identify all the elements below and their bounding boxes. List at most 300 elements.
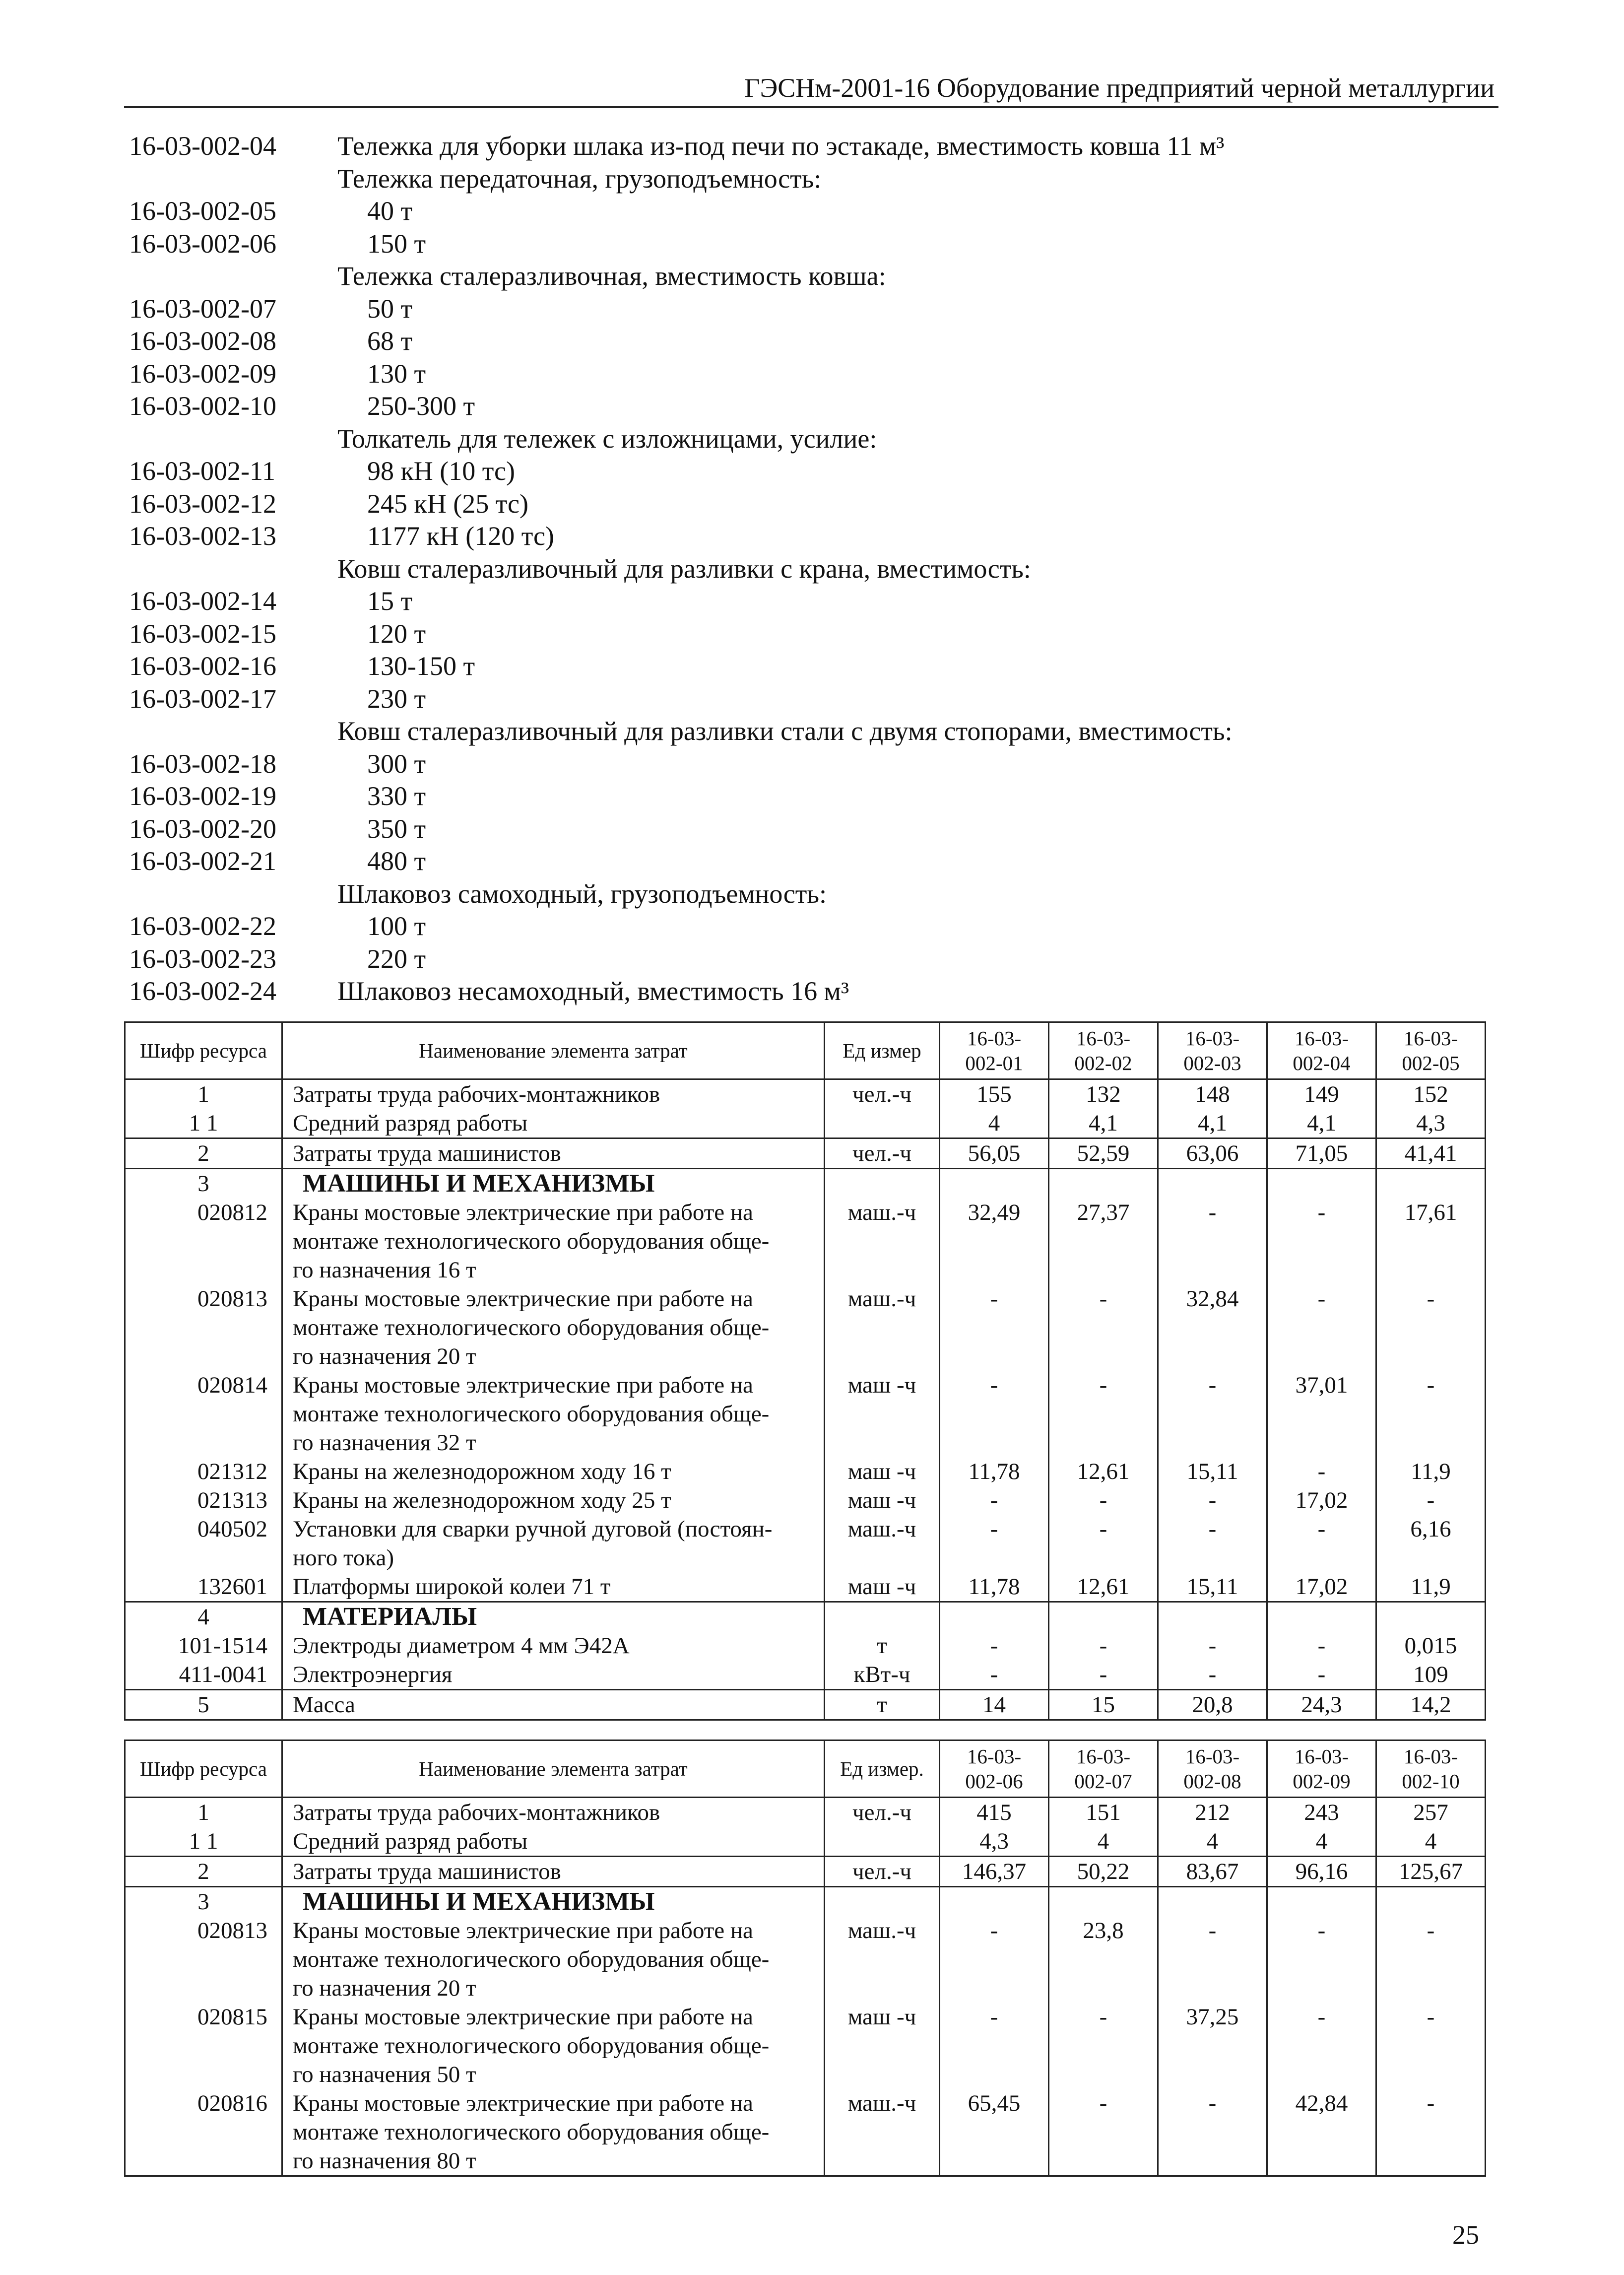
cost-element-name bbox=[282, 1827, 825, 1857]
resource-code: 132601 bbox=[125, 1572, 282, 1602]
code-list-item bbox=[129, 943, 1479, 976]
item-code: 16-03-002-14 bbox=[129, 586, 276, 616]
code-list-item bbox=[129, 878, 1479, 911]
value-cell: 11,78 bbox=[940, 1572, 1049, 1602]
value-cell: - bbox=[1376, 1284, 1486, 1371]
header-norm-code bbox=[1158, 1740, 1267, 1798]
unit-cell: маш -ч bbox=[825, 1457, 940, 1486]
value-cell bbox=[940, 1887, 1049, 1917]
value-cell: - bbox=[1049, 1515, 1158, 1572]
item-code: 16-03-002-06 bbox=[129, 228, 276, 259]
value-cell: - bbox=[1158, 1198, 1267, 1284]
cost-element-line: Затраты труда рабочих-монтажников bbox=[293, 1800, 660, 1825]
unit-cell: т bbox=[825, 1690, 940, 1720]
header-norm-code-line: 002-07 bbox=[1074, 1770, 1132, 1793]
resource-code: 020816 bbox=[125, 2089, 282, 2176]
value-cell: 17,02 bbox=[1267, 1486, 1376, 1515]
value-cell: - bbox=[1267, 1515, 1376, 1572]
value-cell: 56,05 bbox=[940, 1138, 1049, 1169]
header-norm-code-line: 16-03- bbox=[967, 1027, 1022, 1050]
cost-element-name bbox=[282, 1798, 825, 1827]
cost-element-name bbox=[282, 1457, 825, 1486]
header-resource-code: Шифр ресурса bbox=[125, 1740, 282, 1798]
value-cell: 4,1 bbox=[1267, 1109, 1376, 1138]
code-list-item bbox=[129, 748, 1479, 781]
header-unit: Ед измер. bbox=[825, 1740, 940, 1798]
item-code: 16-03-002-13 bbox=[129, 521, 276, 551]
value-cell: 15,11 bbox=[1158, 1572, 1267, 1602]
item-description: Тележка сталеразливочная, вместимость ковша: bbox=[337, 261, 886, 291]
table-header-row bbox=[125, 1022, 1486, 1079]
value-cell: - bbox=[1049, 1284, 1158, 1371]
table-row bbox=[125, 1371, 1486, 1457]
value-cell: - bbox=[1376, 1371, 1486, 1457]
header-norm-code-line: 16-03- bbox=[967, 1745, 1022, 1768]
item-description: Ковш сталеразливочный для разливки стали с двумя стопорами, вместимость: bbox=[337, 716, 1233, 746]
table-row bbox=[125, 1169, 1486, 1199]
table-row bbox=[125, 1602, 1486, 1632]
value-cell bbox=[1376, 1887, 1486, 1917]
value-cell: - bbox=[940, 1631, 1049, 1660]
table-row bbox=[125, 1515, 1486, 1572]
cost-element-name bbox=[282, 1916, 825, 2003]
code-list-item bbox=[129, 650, 1479, 683]
value-cell: 4 bbox=[940, 1109, 1049, 1138]
cost-element-name bbox=[282, 1371, 825, 1457]
cost-element-name bbox=[282, 1515, 825, 1572]
table-row bbox=[125, 1486, 1486, 1515]
header-norm-code-line: 002-10 bbox=[1402, 1770, 1460, 1793]
value-cell bbox=[1049, 1169, 1158, 1199]
resource-code: 1 1 bbox=[125, 1109, 282, 1138]
unit-cell: чел.-ч bbox=[825, 1857, 940, 1887]
value-cell: - bbox=[1267, 1916, 1376, 2003]
resource-code: 3 bbox=[125, 1887, 282, 1917]
item-description: Шлаковоз самоходный, грузоподъемность: bbox=[337, 878, 827, 909]
resource-code: 021312 bbox=[125, 1457, 282, 1486]
header-norm-code bbox=[940, 1740, 1049, 1798]
table-row bbox=[125, 1457, 1486, 1486]
resource-code: 1 bbox=[125, 1798, 282, 1827]
item-description: 330 т bbox=[367, 781, 426, 811]
value-cell: - bbox=[1049, 1660, 1158, 1690]
value-cell: 20,8 bbox=[1158, 1690, 1267, 1720]
code-list-item bbox=[129, 845, 1479, 878]
header-norm-code bbox=[1267, 1740, 1376, 1798]
item-description: 100 т bbox=[367, 911, 426, 941]
value-cell: 52,59 bbox=[1049, 1138, 1158, 1169]
value-cell: 125,67 bbox=[1376, 1857, 1486, 1887]
cost-element-line: монтаже технологического оборудования обще- bbox=[293, 1401, 770, 1427]
item-description: 245 кН (25 тс) bbox=[367, 488, 528, 519]
value-cell bbox=[940, 1602, 1049, 1632]
item-code: 16-03-002-19 bbox=[129, 781, 276, 811]
resource-code: 020814 bbox=[125, 1371, 282, 1457]
cost-element-name bbox=[282, 1602, 825, 1632]
value-cell bbox=[1376, 1169, 1486, 1199]
table-row bbox=[125, 1857, 1486, 1887]
resource-code: 021313 bbox=[125, 1486, 282, 1515]
value-cell: - bbox=[940, 1284, 1049, 1371]
resource-code: 020812 bbox=[125, 1198, 282, 1284]
cost-element-line: монтаже технологического оборудования обще- bbox=[293, 1946, 770, 1972]
value-cell: - bbox=[1376, 1916, 1486, 2003]
value-cell bbox=[1267, 1602, 1376, 1632]
value-cell: 155 bbox=[940, 1079, 1049, 1109]
value-cell bbox=[1158, 1602, 1267, 1632]
value-cell: - bbox=[1049, 2089, 1158, 2176]
cost-element-line: Установки для сварки ручной дуговой (постоян- bbox=[293, 1516, 773, 1542]
value-cell: 14 bbox=[940, 1690, 1049, 1720]
code-list-item bbox=[129, 130, 1479, 163]
value-cell: 17,61 bbox=[1376, 1198, 1486, 1284]
header-norm-code bbox=[1267, 1022, 1376, 1079]
cost-element-line: МАШИНЫ И МЕХАНИЗМЫ bbox=[303, 1887, 655, 1916]
table-row bbox=[125, 1109, 1486, 1138]
item-description: Шлаковоз несамоходный, вместимость 16 м³ bbox=[337, 976, 849, 1006]
code-list-item bbox=[129, 163, 1479, 196]
value-cell: 109 bbox=[1376, 1660, 1486, 1690]
header-resource-code: Шифр ресурса bbox=[125, 1022, 282, 1079]
cost-element-line: Платформы широкой колеи 71 т bbox=[293, 1574, 611, 1600]
cost-element-line: Средний разряд работы bbox=[293, 1110, 528, 1136]
header-norm-code bbox=[940, 1022, 1049, 1079]
item-description: 480 т bbox=[367, 846, 426, 876]
cost-element-line: Краны мостовые электрические при работе на bbox=[293, 1372, 753, 1398]
header-norm-code bbox=[1049, 1740, 1158, 1798]
cost-element-line: монтаже технологического оборудования обще- bbox=[293, 2033, 770, 2059]
cost-element-name bbox=[282, 1284, 825, 1371]
code-list-item bbox=[129, 683, 1479, 716]
table-row bbox=[125, 1660, 1486, 1690]
table-row bbox=[125, 1079, 1486, 1109]
value-cell: 257 bbox=[1376, 1798, 1486, 1827]
header-norm-code-line: 002-09 bbox=[1293, 1770, 1351, 1793]
cost-element-line: монтаже технологического оборудования обще- bbox=[293, 1315, 770, 1340]
table-row bbox=[125, 1798, 1486, 1827]
value-cell: 83,67 bbox=[1158, 1857, 1267, 1887]
value-cell: - bbox=[1376, 1486, 1486, 1515]
item-code: 16-03-002-05 bbox=[129, 196, 276, 226]
value-cell bbox=[1158, 1169, 1267, 1199]
value-cell: 4,1 bbox=[1049, 1109, 1158, 1138]
table-row bbox=[125, 1572, 1486, 1602]
page-header bbox=[124, 68, 1498, 108]
header-cost-element: Наименование элемента затрат bbox=[282, 1022, 825, 1079]
unit-cell bbox=[825, 1827, 940, 1857]
value-cell: 17,02 bbox=[1267, 1572, 1376, 1602]
resource-code: 2 bbox=[125, 1138, 282, 1169]
value-cell: - bbox=[1267, 1284, 1376, 1371]
item-description: 130 т bbox=[367, 358, 426, 389]
header-norm-code-line: 16-03- bbox=[1076, 1027, 1131, 1050]
item-code: 16-03-002-09 bbox=[129, 358, 276, 389]
unit-cell: маш -ч bbox=[825, 2003, 940, 2089]
header-norm-code-line: 16-03- bbox=[1403, 1027, 1458, 1050]
value-cell: 151 bbox=[1049, 1798, 1158, 1827]
resource-code: 1 bbox=[125, 1079, 282, 1109]
resource-code: 5 bbox=[125, 1690, 282, 1720]
item-description: 98 кН (10 тс) bbox=[367, 456, 515, 486]
item-code: 16-03-002-15 bbox=[129, 618, 276, 649]
value-cell: - bbox=[1267, 1631, 1376, 1660]
value-cell: - bbox=[1158, 1631, 1267, 1660]
code-list-item bbox=[129, 813, 1479, 846]
code-list-item bbox=[129, 585, 1479, 618]
header-norm-code bbox=[1049, 1022, 1158, 1079]
value-cell: - bbox=[1049, 1631, 1158, 1660]
value-cell: - bbox=[1158, 1371, 1267, 1457]
cost-element-name bbox=[282, 1169, 825, 1199]
resource-table-2 bbox=[124, 1740, 1486, 2177]
cost-element-line: Краны мостовые электрические при работе на bbox=[293, 2090, 753, 2116]
resource-code: 3 bbox=[125, 1169, 282, 1199]
value-cell: - bbox=[1267, 1198, 1376, 1284]
value-cell: - bbox=[1376, 2089, 1486, 2176]
item-code: 16-03-002-24 bbox=[129, 976, 276, 1006]
code-list-item bbox=[129, 293, 1479, 326]
header-norm-code-line: 002-01 bbox=[965, 1052, 1023, 1074]
cost-element-name bbox=[282, 1857, 825, 1887]
value-cell: - bbox=[940, 1486, 1049, 1515]
value-cell: 11,9 bbox=[1376, 1572, 1486, 1602]
cost-element-name bbox=[282, 1572, 825, 1602]
unit-cell: т bbox=[825, 1631, 940, 1660]
header-norm-code-line: 16-03- bbox=[1185, 1027, 1240, 1050]
cost-element-line: го назначения 20 т bbox=[293, 1975, 476, 2001]
cost-element-line: Краны мостовые электрические при работе на bbox=[293, 2004, 753, 2030]
value-cell: 149 bbox=[1267, 1079, 1376, 1109]
resource-code: 4 bbox=[125, 1602, 282, 1632]
code-list-item bbox=[129, 715, 1479, 748]
cost-element-line: Электроэнергия bbox=[293, 1662, 453, 1687]
value-cell: - bbox=[1267, 2003, 1376, 2089]
unit-cell: маш.-ч bbox=[825, 1284, 940, 1371]
item-description: 300 т bbox=[367, 748, 426, 779]
cost-element-name bbox=[282, 1198, 825, 1284]
code-list-item bbox=[129, 423, 1479, 456]
value-cell: 4 bbox=[1267, 1827, 1376, 1857]
item-description: 220 т bbox=[367, 943, 426, 974]
cost-element-line: го назначения 80 т bbox=[293, 2148, 476, 2174]
cost-element-name bbox=[282, 2003, 825, 2089]
item-description: Тележка передаточная, грузоподъемность: bbox=[337, 163, 822, 194]
header-norm-code-line: 002-05 bbox=[1402, 1052, 1460, 1074]
value-cell: - bbox=[1049, 1371, 1158, 1457]
code-list-item bbox=[129, 553, 1479, 586]
cost-element-name bbox=[282, 1486, 825, 1515]
cost-element-line: монтаже технологического оборудования обще- bbox=[293, 1228, 770, 1254]
item-description: Тележка для уборки шлака из-под печи по эстакаде, вместимость ковша 11 м³ bbox=[337, 131, 1225, 161]
cost-element-line: го назначения 20 т bbox=[293, 1343, 476, 1369]
header-norm-code-line: 16-03- bbox=[1294, 1027, 1349, 1050]
cost-element-line: Краны на железнодорожном ходу 25 т bbox=[293, 1487, 671, 1513]
value-cell: - bbox=[1158, 1515, 1267, 1572]
value-cell: 4 bbox=[1049, 1827, 1158, 1857]
item-code: 16-03-002-12 bbox=[129, 488, 276, 519]
value-cell: 12,61 bbox=[1049, 1457, 1158, 1486]
value-cell: - bbox=[940, 1515, 1049, 1572]
unit-cell bbox=[825, 1887, 940, 1917]
unit-cell bbox=[825, 1602, 940, 1632]
value-cell: - bbox=[1267, 1660, 1376, 1690]
cost-element-line: Затраты труда машинистов bbox=[293, 1859, 561, 1884]
cost-element-name bbox=[282, 1138, 825, 1169]
value-cell: 41,41 bbox=[1376, 1138, 1486, 1169]
header-norm-code-line: 002-08 bbox=[1183, 1770, 1241, 1793]
item-description: 350 т bbox=[367, 813, 426, 844]
unit-cell: маш.-ч bbox=[825, 1515, 940, 1572]
cost-element-name bbox=[282, 2089, 825, 2176]
code-list-item bbox=[129, 358, 1479, 391]
value-cell: 32,84 bbox=[1158, 1284, 1267, 1371]
item-description: 68 т bbox=[367, 326, 413, 356]
value-cell: 148 bbox=[1158, 1079, 1267, 1109]
cost-element-name bbox=[282, 1079, 825, 1109]
item-code: 16-03-002-17 bbox=[129, 683, 276, 714]
cost-element-name bbox=[282, 1109, 825, 1138]
value-cell: 4,3 bbox=[940, 1827, 1049, 1857]
value-cell: 6,16 bbox=[1376, 1515, 1486, 1572]
unit-cell bbox=[825, 1109, 940, 1138]
table-row bbox=[125, 1690, 1486, 1720]
code-list-item bbox=[129, 520, 1479, 553]
resource-code: 020813 bbox=[125, 1916, 282, 2003]
code-list-item bbox=[129, 618, 1479, 651]
table-row bbox=[125, 2003, 1486, 2089]
unit-cell: чел.-ч bbox=[825, 1798, 940, 1827]
code-list-item bbox=[129, 260, 1479, 293]
header-norm-code-line: 002-04 bbox=[1293, 1052, 1351, 1074]
resource-code: 040502 bbox=[125, 1515, 282, 1572]
value-cell bbox=[1049, 1602, 1158, 1632]
value-cell: 71,05 bbox=[1267, 1138, 1376, 1169]
header-norm-code bbox=[1376, 1022, 1486, 1079]
value-cell: - bbox=[1049, 2003, 1158, 2089]
code-list-item bbox=[129, 228, 1479, 261]
value-cell: - bbox=[1376, 2003, 1486, 2089]
value-cell: 11,78 bbox=[940, 1457, 1049, 1486]
table-row bbox=[125, 1827, 1486, 1857]
item-description: 250-300 т bbox=[367, 391, 475, 421]
item-code: 16-03-002-22 bbox=[129, 911, 276, 941]
table-row bbox=[125, 1198, 1486, 1284]
header-norm-code-line: 002-02 bbox=[1074, 1052, 1132, 1074]
cost-element-line: Затраты труда рабочих-монтажников bbox=[293, 1081, 660, 1107]
value-cell bbox=[1376, 1602, 1486, 1632]
header-norm-code bbox=[1158, 1022, 1267, 1079]
item-code: 16-03-002-18 bbox=[129, 748, 276, 779]
cost-element-line: Краны мостовые электрические при работе на bbox=[293, 1918, 753, 1943]
value-cell: - bbox=[940, 1916, 1049, 2003]
item-description: 230 т bbox=[367, 683, 426, 714]
cost-element-line: Электроды диаметром 4 мм Э42А bbox=[293, 1633, 630, 1659]
table-row bbox=[125, 1631, 1486, 1660]
item-code: 16-03-002-07 bbox=[129, 293, 276, 324]
header-norm-code-line: 16-03- bbox=[1076, 1745, 1131, 1768]
cost-element-line: Масса bbox=[293, 1692, 355, 1718]
code-list-item bbox=[129, 780, 1479, 813]
item-code: 16-03-002-23 bbox=[129, 943, 276, 974]
resource-code: 020813 bbox=[125, 1284, 282, 1371]
cost-element-name bbox=[282, 1887, 825, 1917]
resource-code: 1 1 bbox=[125, 1827, 282, 1857]
resource-code: 411-0041 bbox=[125, 1660, 282, 1690]
value-cell: - bbox=[1049, 1486, 1158, 1515]
item-code: 16-03-002-10 bbox=[129, 391, 276, 421]
header-norm-code-line: 002-06 bbox=[965, 1770, 1023, 1793]
code-list bbox=[129, 130, 1479, 1008]
header-cost-element: Наименование элемента затрат bbox=[282, 1740, 825, 1798]
value-cell bbox=[940, 1169, 1049, 1199]
value-cell bbox=[1049, 1887, 1158, 1917]
value-cell: - bbox=[940, 2003, 1049, 2089]
value-cell: 146,37 bbox=[940, 1857, 1049, 1887]
code-list-item bbox=[129, 390, 1479, 423]
value-cell: - bbox=[940, 1660, 1049, 1690]
cost-element-line: Средний разряд работы bbox=[293, 1828, 528, 1854]
unit-cell: чел.-ч bbox=[825, 1079, 940, 1109]
value-cell: 65,45 bbox=[940, 2089, 1049, 2176]
item-code: 16-03-002-20 bbox=[129, 813, 276, 844]
value-cell: - bbox=[1158, 1486, 1267, 1515]
value-cell: 4 bbox=[1376, 1827, 1486, 1857]
value-cell bbox=[1267, 1169, 1376, 1199]
code-list-item bbox=[129, 975, 1479, 1008]
header-norm-code-line: 16-03- bbox=[1403, 1745, 1458, 1768]
cost-element-line: монтаже технологического оборудования обще- bbox=[293, 2119, 770, 2145]
code-list-item bbox=[129, 325, 1479, 358]
item-code: 16-03-002-11 bbox=[129, 456, 275, 486]
item-code: 16-03-002-21 bbox=[129, 846, 276, 876]
page-number: 25 bbox=[1452, 2220, 1479, 2250]
value-cell: 4 bbox=[1158, 1827, 1267, 1857]
value-cell: 12,61 bbox=[1049, 1572, 1158, 1602]
item-description: 40 т bbox=[367, 196, 413, 226]
unit-cell: маш -ч bbox=[825, 1371, 940, 1457]
item-description: 120 т bbox=[367, 618, 426, 649]
value-cell: - bbox=[1267, 1457, 1376, 1486]
table-row bbox=[125, 1916, 1486, 2003]
item-description: Ковш сталеразливочный для разливки с крана, вместимость: bbox=[337, 553, 1031, 584]
item-description: 15 т bbox=[367, 586, 413, 616]
cost-element-line: Краны на железнодорожном ходу 16 т bbox=[293, 1459, 671, 1484]
value-cell: 37,25 bbox=[1158, 2003, 1267, 2089]
item-code: 16-03-002-04 bbox=[129, 131, 276, 161]
unit-cell: маш.-ч bbox=[825, 1198, 940, 1284]
resource-code: 101-1514 bbox=[125, 1631, 282, 1660]
resource-code: 2 bbox=[125, 1857, 282, 1887]
code-list-item bbox=[129, 195, 1479, 228]
item-description: 1177 кН (120 тс) bbox=[367, 521, 554, 551]
header-norm-code bbox=[1376, 1740, 1486, 1798]
cost-element-line: МАШИНЫ И МЕХАНИЗМЫ bbox=[303, 1169, 655, 1198]
value-cell: 11,9 bbox=[1376, 1457, 1486, 1486]
table-row bbox=[125, 2089, 1486, 2176]
value-cell: 42,84 bbox=[1267, 2089, 1376, 2176]
value-cell: 15,11 bbox=[1158, 1457, 1267, 1486]
value-cell: 24,3 bbox=[1267, 1690, 1376, 1720]
header-unit: Ед измер bbox=[825, 1022, 940, 1079]
table-row bbox=[125, 1887, 1486, 1917]
item-description: 50 т bbox=[367, 293, 413, 324]
cost-element-line: го назначения 50 т bbox=[293, 2062, 476, 2087]
table-row bbox=[125, 1138, 1486, 1169]
cost-element-line: Краны мостовые электрические при работе на bbox=[293, 1286, 753, 1312]
cost-element-line: Затраты труда машинистов bbox=[293, 1140, 561, 1166]
item-description: 150 т bbox=[367, 228, 426, 259]
unit-cell bbox=[825, 1169, 940, 1199]
